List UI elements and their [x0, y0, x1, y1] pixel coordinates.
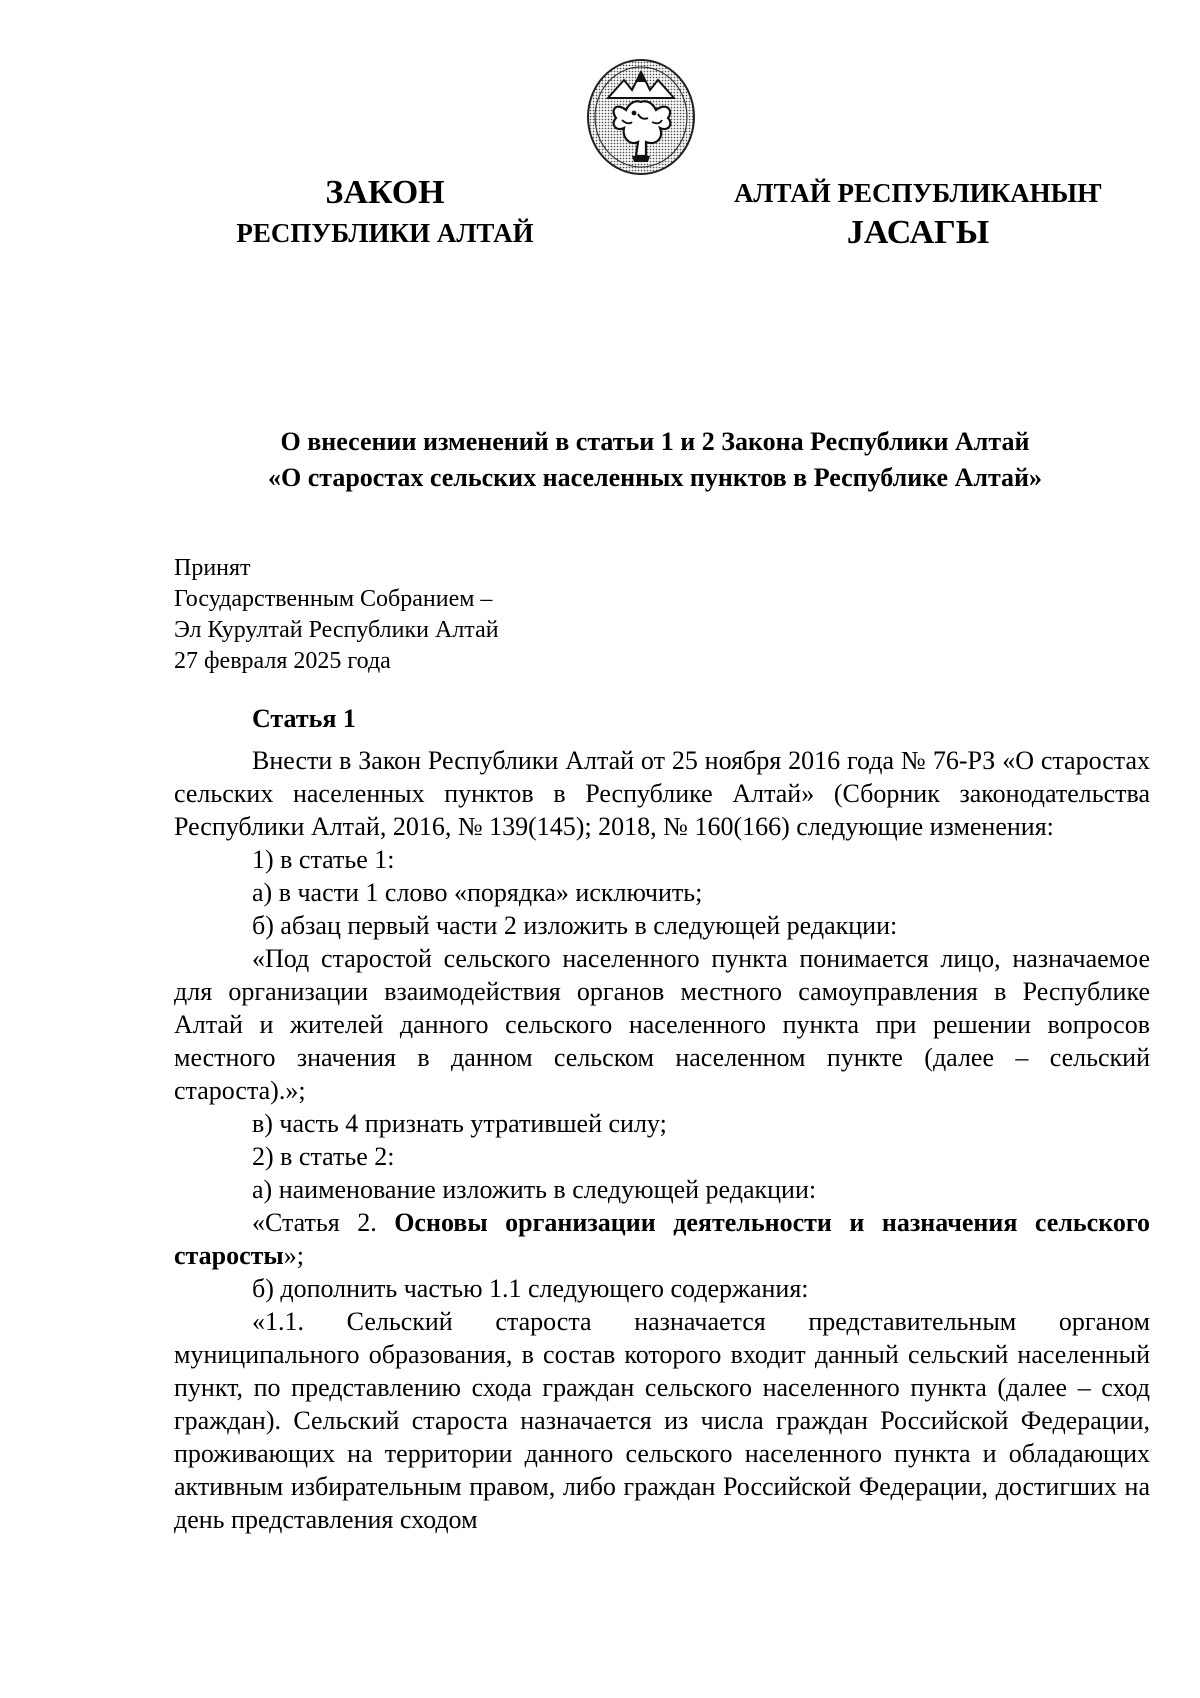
- article-1-item-2b: б) дополнить частью 1.1 следующего содержания:: [252, 1274, 809, 1303]
- article-1-item-1c: в) часть 4 признать утратившей силу;: [252, 1109, 667, 1138]
- header-altai-law-label: ЈАСАГЫ: [846, 214, 990, 251]
- article-1-item-1b-text: «Под старостой сельского населенного пункта понимается лицо, назначаемое для организации взаимодействия органов местного самоуправления в Республике Алтай и жителей данного сельского населенного пункта при решении вопросов местного значения в данном сельском населенном пункте (далее – сельский староста).»;: [174, 944, 1150, 1105]
- header-altai: [718, 173, 1118, 253]
- article-2-new-title: Основы организации деятельности и назначения сельского старосты: [174, 1208, 1150, 1270]
- article-1-intro: Внести в Закон Республики Алтай от 25 ноября 2016 года № 76-РЗ «О старостах сельских населенных пунктов в Республике Алтай» (Сборник законодательства Республики Алтай, 2016, № 139(145); 2018, № 160(166) следующие изменения:: [174, 746, 1150, 841]
- article-1-heading: Статья 1: [252, 704, 356, 733]
- article-1-item-2a-text: [174, 1206, 1150, 1272]
- article-2-title-suffix: »;: [283, 1241, 304, 1270]
- header-law-label: ЗАКОН: [325, 174, 445, 211]
- adoption-date: 27 февраля 2025 года: [174, 648, 391, 674]
- article-1-item-2b-text: «1.1. Сельский староста назначается представительным органом муниципального образования, в состав которого входит данный сельский населенный пункт, по представлению схода граждан сельского населенного пункта (далее – сход граждан). Сельский староста назначается из числа граждан Российской Федерации, проживающих на территории данного сельского населенного пункта и обладающих активным избирательным правом, либо граждан Российской Федерации, достигших на день представления сходом: [174, 1307, 1150, 1534]
- article-1-body: [174, 744, 1150, 1536]
- header-altai-republic-label: АЛТАЙ РЕСПУБЛИКАНЫҤ: [733, 178, 1103, 208]
- header-republic-label: РЕСПУБЛИКИ АЛТАЙ: [236, 218, 534, 248]
- article-1-item-1: 1) в статье 1:: [252, 845, 395, 874]
- article-1-item-2a: а) наименование изложить в следующей редакции:: [252, 1175, 817, 1204]
- article-1-item-1b: б) абзац первый части 2 изложить в следующей редакции:: [252, 911, 898, 940]
- document-title: [160, 424, 1150, 496]
- adoption-line-3: Эл Курултай Республики Алтай: [174, 617, 499, 643]
- adoption-block: [174, 553, 499, 677]
- document-title-line-1: О внесении изменений в статьи 1 и 2 Закона Республики Алтай: [280, 427, 1030, 456]
- adoption-line-1: Принят: [174, 555, 251, 581]
- altai-republic-coat-of-arms-icon: [586, 58, 696, 176]
- article-1-item-1a: а) в части 1 слово «порядка» исключить;: [252, 878, 703, 907]
- header-russian: [215, 173, 555, 253]
- article-1-item-2: 2) в статье 2:: [252, 1142, 395, 1171]
- document-title-line-2: «О старостах сельских населенных пунктов в Республике Алтай»: [267, 463, 1043, 492]
- article-2-title-prefix: «Статья 2.: [252, 1208, 395, 1237]
- adoption-line-2: Государственным Собранием –: [174, 586, 493, 612]
